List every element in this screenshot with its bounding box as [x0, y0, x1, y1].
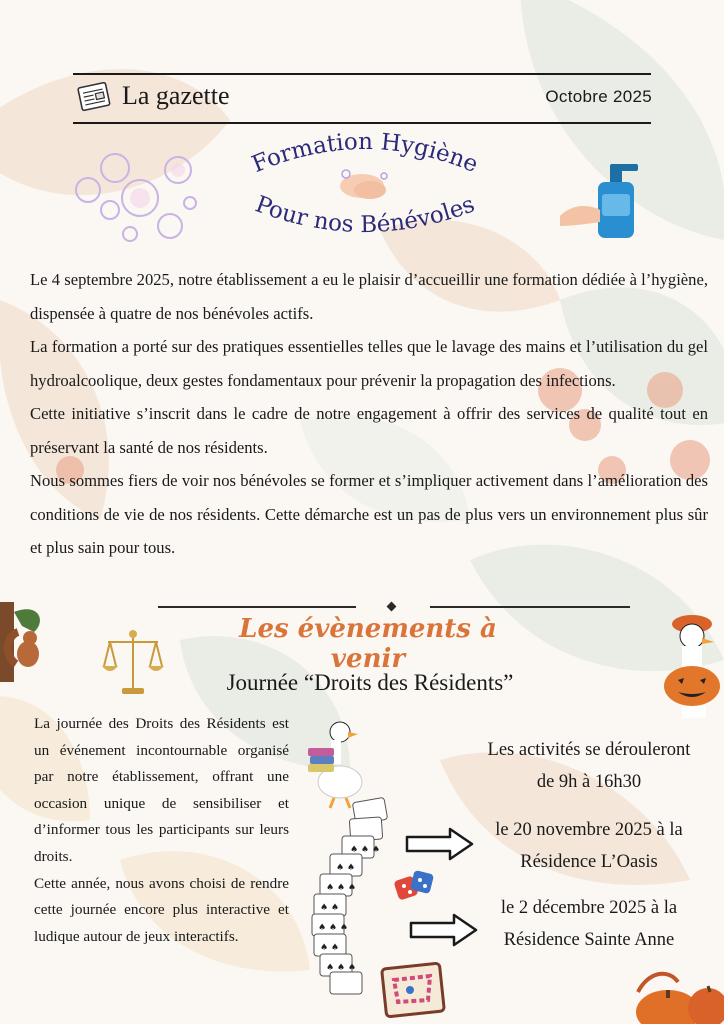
event-schedule [454, 734, 724, 798]
svg-text:♠ ♠ ♠: ♠ ♠ ♠ [318, 923, 348, 933]
svg-text:♠ ♠ ♠: ♠ ♠ ♠ [350, 845, 380, 855]
schedule-time: de 9h à 16h30 [536, 772, 642, 792]
events-section-title: Les évènements à venir [239, 614, 497, 674]
event-date-2-location: Résidence Sainte Anne [503, 930, 675, 950]
svg-text:♠ ♠: ♠ ♠ [336, 863, 355, 873]
svg-text:Formation Hygiène [248, 129, 481, 178]
section-divider-right [430, 606, 630, 608]
article-body [30, 263, 708, 565]
svg-text:♠ ♠ ♠: ♠ ♠ ♠ [326, 883, 356, 893]
justice-scales-icon [102, 628, 164, 698]
dice-icon [392, 868, 436, 912]
article-paragraph: La formation a porté sur des pratiques essentielles telles que le lavage des mains et l’utilisation du gel hydroalcoolique, deux gestes fondamentaux pour prévenir la propagation des infections. [30, 337, 708, 390]
svg-text:♠ ♠: ♠ ♠ [320, 903, 339, 913]
article-title-line1: Formation Hygiène [248, 128, 482, 179]
event-description-paragraph: La journée des Droits des Résidents est un événement incontournable organisé par notre établissement, offrant une occasion unique de sensibiliser et d’informer tous les participants sur leurs droits. [34, 715, 289, 865]
board-game-icon [380, 962, 446, 1018]
handwashing-icon [340, 170, 387, 199]
hand-sanitizer-icon [558, 160, 648, 242]
article-paragraph: Nous sommes fiers de voir nos bénévoles se former et s’impliquer activement dans l’amélioration des conditions de vie de nos résidents. Cette démarche est un pas de plus vers un environnement plus sûr et plus sain pour tous. [30, 471, 708, 557]
newspaper-icon [74, 82, 112, 112]
event-description [34, 711, 289, 950]
svg-text:♠ ♠ ♠: ♠ ♠ ♠ [326, 963, 356, 973]
event-date-2-line: le 2 décembre 2025 à la [500, 898, 678, 918]
event-name: Journée “Droits des Résidents” [226, 670, 514, 695]
soap-bubbles-icon [70, 148, 200, 248]
header-top-rule [73, 73, 651, 75]
event-date-2 [454, 892, 724, 956]
article-title [230, 118, 500, 258]
pumpkins-icon [628, 962, 724, 1024]
gazette-title: La gazette [122, 81, 230, 110]
issue-date: Octobre 2025 [545, 87, 652, 106]
article-paragraph: Cette initiative s’inscrit dans le cadre de notre engagement à offrir des services de qualité tout en préservant la santé de nos résidents. [30, 404, 708, 457]
article-title-line2: Pour nos Bénévoles [251, 191, 479, 239]
goose-pumpkin-icon [664, 608, 724, 724]
article-paragraph: Le 4 septembre 2025, notre établissement a eu le plaisir d’accueillir une formation dédiée à l’hygiène, dispensée à quatre de nos bénévoles actifs. [30, 270, 708, 323]
event-date-1-location: Résidence L’Oasis [520, 852, 658, 872]
section-divider-left [158, 606, 356, 608]
squirrel-icon [0, 602, 50, 682]
schedule-line: Les activités se dérouleront [487, 740, 691, 760]
event-date-1-line: le 20 novembre 2025 à la [495, 820, 683, 840]
event-description-paragraph: Cette année, nous avons choisi de rendre cette journée encore plus interactive et ludique autour de jeux interactifs. [34, 874, 289, 945]
event-date-1 [454, 814, 724, 878]
svg-text:♠ ♠: ♠ ♠ [320, 943, 339, 953]
